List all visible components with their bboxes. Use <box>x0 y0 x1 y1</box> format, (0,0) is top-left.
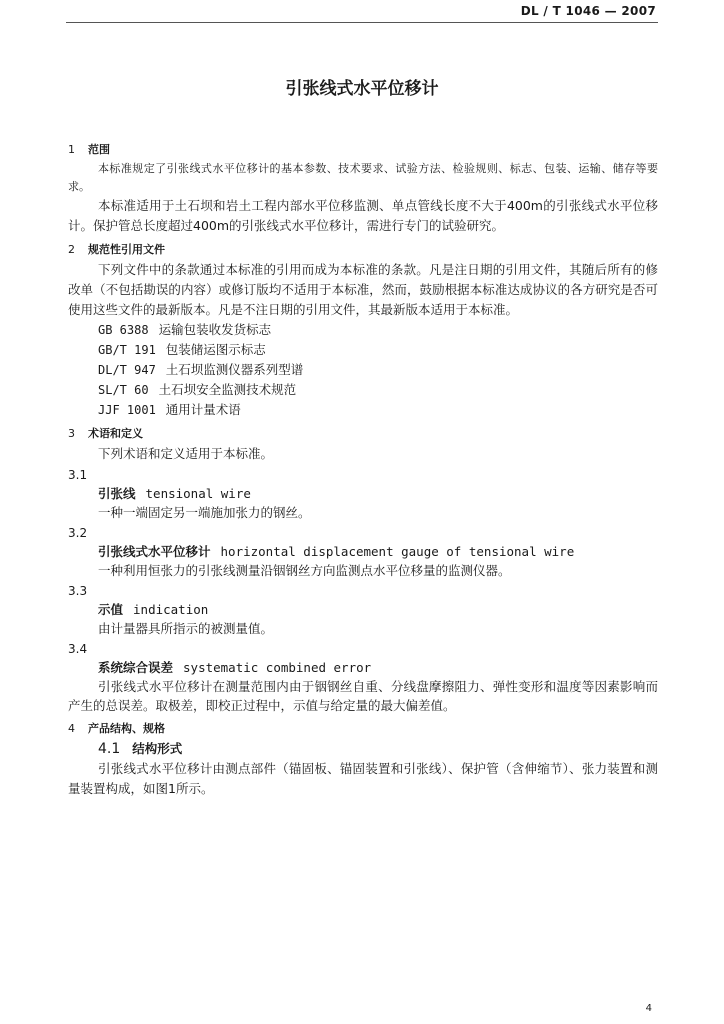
reference-item <box>68 380 658 400</box>
section-1-heading <box>68 140 658 160</box>
term-heading <box>68 600 658 619</box>
normative-references-list <box>68 320 658 420</box>
section-title: 产品结构、规格 <box>88 722 165 735</box>
document-body <box>68 136 658 799</box>
section-2-paragraph-1: 下列文件中的条款通过本标准的引用而成为本标准的条款。凡是注日期的引用文件，其随后所有的修改单（不包括勘误的内容）或修订版均不适用于本标准，然而，鼓励根据本标准达成协议的各方研究是否可使用这些文件的最新版本。凡是不注日期的引用文件，其最新版本适用于本标准。 <box>68 262 658 317</box>
term-definition: 一种利用恒张力的引张线测量沿铟钢丝方向监测点水平位移量的监测仪器。 <box>98 563 511 578</box>
subsection-4-1-heading <box>68 739 658 759</box>
reference-title: 土石坝监测仪器系列型谱 <box>165 362 304 377</box>
section-2-heading <box>68 240 658 260</box>
term-chinese: 引张线 <box>98 486 136 501</box>
reference-code: GB 6388 <box>98 323 149 337</box>
reference-code: DL/T 947 <box>98 363 156 377</box>
term-english: indication <box>133 602 209 617</box>
reference-title: 运输包装收发货标志 <box>158 322 272 337</box>
term-number: 3.2 <box>68 526 88 540</box>
term-number: 3.4 <box>68 642 88 656</box>
reference-item <box>68 340 658 360</box>
reference-code: GB/T 191 <box>98 343 156 357</box>
term-number: 3.3 <box>68 584 88 598</box>
section-title: 范围 <box>88 143 110 156</box>
page-number: 4 <box>645 1003 652 1014</box>
section-3-intro: 下列术语和定义适用于本标准。 <box>98 446 274 461</box>
reference-code: SL/T 60 <box>98 383 149 397</box>
term-definition: 引张线式水平位移计在测量范围内由于铟钢丝自重、分线盘摩擦阻力、弹性变形和温度等因素影响而产生的总误差。取极差，即校正过程中，示值与给定量的最大偏差值。 <box>68 679 658 713</box>
reference-item <box>68 320 658 340</box>
reference-title: 包装储运图示标志 <box>165 342 266 357</box>
reference-item <box>68 360 658 380</box>
section-3-heading <box>68 424 658 444</box>
term-heading <box>68 658 658 677</box>
term-heading <box>68 484 658 503</box>
section-4-paragraph-1: 引张线式水平位移计由测点部件（锚固板、锚固装置和引张线）、保护管（含伸缩节）、张力装置和测量装置构成，如图1所示。 <box>68 761 658 796</box>
reference-title: 土石坝安全监测技术规范 <box>158 382 297 397</box>
section-4-heading <box>68 719 658 739</box>
term-heading <box>68 542 658 561</box>
reference-title: 通用计量术语 <box>165 402 241 417</box>
reference-code: JJF 1001 <box>98 403 156 417</box>
header-standard-code: DL / T 1046 — 2007 <box>520 4 656 18</box>
section-number: 3 <box>68 427 75 440</box>
section-1-paragraph-2: 本标准适用于土石坝和岩土工程内部水平位移监测、单点管线长度不大于400m的引张线式水平位移计。保护管总长度超过400m的引张线式水平位移计，需进行专门的试验研究。 <box>68 198 658 233</box>
section-number: 1 <box>68 143 75 156</box>
term-english: systematic combined error <box>183 660 372 675</box>
section-number: 2 <box>68 243 75 256</box>
term-english: tensional wire <box>145 486 251 501</box>
document-title: 引张线式水平位移计 <box>285 79 439 99</box>
term-definition: 由计量器具所指示的被测量值。 <box>98 621 274 636</box>
header-rule <box>66 22 658 23</box>
term-number: 3.1 <box>68 468 88 482</box>
section-1-paragraph-1: 本标准规定了引张线式水平位移计的基本参数、技术要求、试验方法、检验规则、标志、包装、运输、储存等要求。 <box>68 162 658 193</box>
section-number: 4 <box>68 722 75 735</box>
subsection-number: 4.1 <box>98 741 121 757</box>
term-english: horizontal displacement gauge of tensional wire <box>220 544 575 559</box>
term-chinese: 引张线式水平位移计 <box>98 544 211 559</box>
reference-item <box>68 400 658 420</box>
term-definition: 一种一端固定另一端施加张力的钢丝。 <box>98 505 311 520</box>
term-chinese: 系统综合误差 <box>98 660 174 675</box>
section-title: 规范性引用文件 <box>88 243 165 256</box>
section-title: 术语和定义 <box>88 427 143 440</box>
subsection-title: 结构形式 <box>132 741 183 756</box>
term-chinese: 示值 <box>98 602 124 617</box>
